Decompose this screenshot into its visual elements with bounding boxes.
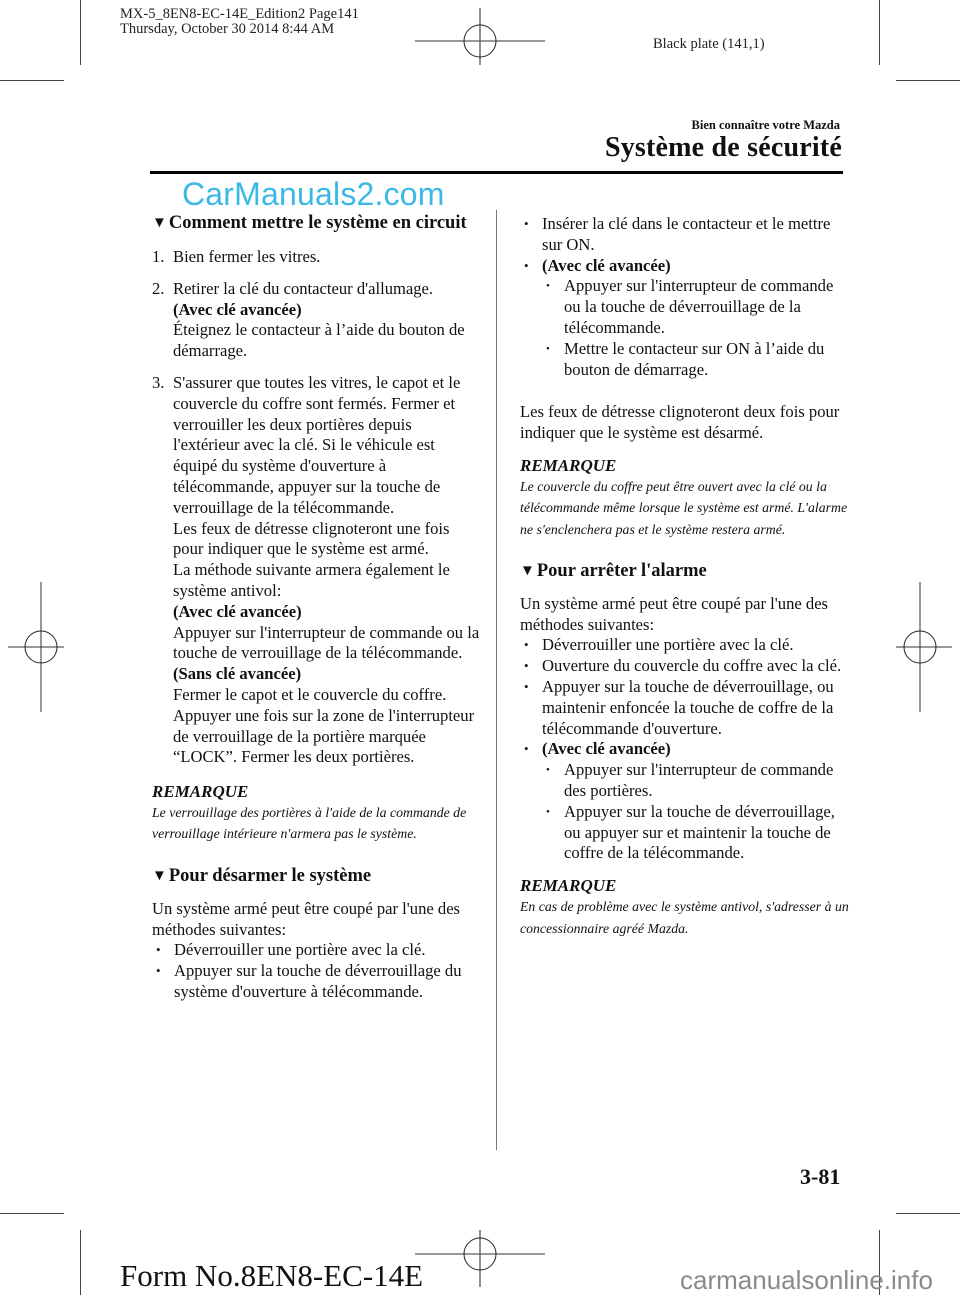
page-title: Système de sécurité (604, 132, 842, 163)
note-label: REMARQUE (152, 782, 249, 802)
sub-list-item (520, 276, 850, 338)
list-item-text: Ouverture du couvercle du coffre avec la clé. (542, 656, 842, 676)
crop-mark-br-h (896, 1213, 960, 1214)
note-text: Le verrouillage des portières à l'aide de la commande de verrouillage intérieure n'armera pas le système. (152, 805, 467, 842)
sub-bullet-icon: • (546, 280, 550, 293)
list-item-text: Déverrouiller une portière avec la clé. (174, 940, 426, 960)
step-number: 3. (152, 372, 165, 392)
triangle-down-icon: ▼ (152, 867, 167, 884)
step-text: Bien fermer les vitres. (173, 247, 321, 266)
left-column (152, 212, 482, 1003)
triangle-down-icon: ▼ (152, 215, 167, 231)
step-sublabel: (Avec clé avancée) (173, 299, 302, 319)
step-2 (152, 279, 482, 362)
list-item-text: Déverrouiller une portière avec la clé. (542, 635, 794, 655)
step-text: Retirer la clé du contacteur d'allumage. (173, 278, 434, 298)
bullet-icon: • (156, 963, 161, 979)
sub-bullet-icon: • (546, 342, 550, 355)
page-number: 3-81 (800, 1164, 841, 1189)
list-item (520, 656, 850, 677)
step-subtext: Éteignez le contacteur à l’aide du bouton de démarrage. (173, 320, 465, 361)
note-text: Le couvercle du coffre peut être ouvert avec la clé ou la télécommande même lorsque le système est armé. L'alarme ne s'enclenchera pas et le système restera armé. (520, 478, 848, 537)
section-intro: Un système armé peut être coupé par l'une des méthodes suivantes: (152, 898, 461, 939)
header-rule (150, 171, 843, 174)
step-text-b: Fermer le capot et le couvercle du coffre. Appuyer une fois sur la zone de l'interrupteur de verrouillage de la portière marquée “LOCK”. Fermer les deux portières. (173, 684, 475, 767)
bullet-icon: • (156, 942, 161, 958)
bullet-icon: • (524, 658, 529, 674)
form-number: Form No.8EN8-EC-14E (120, 1258, 424, 1293)
list-item-text: (Avec clé avancée) (542, 255, 671, 275)
chapter-title: Bien connaître votre Mazda (691, 118, 840, 132)
sub-bullet-icon: • (546, 805, 550, 818)
list-item-text: Appuyer sur la touche de déverrouillage du système d'ouverture à télécommande. (174, 961, 462, 1001)
bullet-icon: • (524, 637, 529, 653)
crop-mark-bl-v (80, 1230, 81, 1295)
print-slug (120, 7, 359, 37)
registration-mark-right-icon (894, 580, 954, 716)
list-item (152, 961, 482, 1003)
list-item (520, 214, 850, 256)
section-heading-disarm (152, 865, 482, 887)
bullet-icon: • (524, 257, 529, 273)
column-divider (496, 210, 497, 1150)
registration-mark-top-icon (414, 5, 546, 67)
crop-mark-bl-h (0, 1213, 64, 1214)
sub-list-item (520, 760, 850, 802)
sub-list-item-text: Appuyer sur la touche de déverrouillage, ou appuyer sur et maintenir la touche de coffre de la télécommande. (564, 801, 835, 863)
step-label-a: (Avec clé avancée) (173, 601, 302, 621)
disarm-result-text: Les feux de détresse clignoteront deux fois pour indiquer que le système est désarmé. (520, 402, 840, 443)
sub-list-item (520, 339, 850, 381)
sub-list-item-text: Mettre le contacteur sur ON à l’aide du bouton de démarrage. (564, 338, 825, 379)
sub-list-item-text: Appuyer sur l'interrupteur de commande des portières. (564, 760, 834, 801)
step-1 (152, 247, 482, 268)
step-label-b: (Sans clé avancée) (173, 664, 302, 684)
note-box (152, 782, 482, 845)
watermark-site-bottom[interactable]: carmanualsonline.info (680, 1265, 933, 1295)
list-item (520, 635, 850, 656)
list-item-text: Appuyer sur la touche de déverrouillage, ou maintenir enfoncée la touche de coffre de la télécommande d'ouverture. (542, 677, 834, 738)
step-3 (152, 373, 482, 768)
crop-mark-tr-h (896, 80, 960, 81)
list-item-text: Insérer la clé dans le contacteur et le mettre sur ON. (542, 214, 831, 254)
step-number: 1. (152, 247, 165, 266)
step-text: S'assurer que toutes les vitres, le capot et le couvercle du coffre sont fermés. Fermer et verrouiller les deux portières depuis l'extérieur avec la clé. Si le véhicule est équipé du système d'ouverture à télécommande, appuyer sur la touche de verrouillage de la télécommande. (173, 372, 461, 517)
step-text-2: Les feux de détresse clignoteront une fois pour indiquer que le système est armé. (173, 518, 450, 559)
registration-mark-bottom-icon (414, 1228, 546, 1290)
list-item (520, 739, 850, 760)
print-slug-line2: Thursday, October 30 2014 8:44 AM (120, 21, 335, 37)
section-heading-text: Comment mettre le système en circuit (168, 213, 467, 233)
note-box (520, 456, 850, 540)
section-heading-text: Pour désarmer le système (168, 865, 372, 886)
sub-bullet-icon: • (546, 764, 550, 777)
section-heading-stop-alarm (520, 560, 850, 582)
bullet-icon: • (524, 216, 529, 231)
step-text-a: Appuyer sur l'interrupteur de commande ou la touche de verrouillage de la télécommande. (173, 622, 480, 663)
section-heading-arm (152, 212, 482, 234)
step-text-3: La méthode suivante armera également le système antivol: (173, 560, 450, 600)
note-label: REMARQUE (520, 455, 617, 475)
watermark-logo-top[interactable]: CarManuals2.com (182, 176, 445, 212)
crop-mark-tl-h (0, 80, 64, 81)
section-heading-text: Pour arrêter l'alarme (536, 560, 707, 581)
crop-mark-tr-v (879, 0, 880, 65)
list-item (520, 256, 850, 277)
list-item-text: (Avec clé avancée) (542, 739, 671, 759)
registration-mark-left-icon (6, 580, 66, 716)
note-box (520, 876, 850, 939)
bullet-icon: • (524, 741, 529, 757)
sub-list-item-text: Appuyer sur l'interrupteur de commande ou la touche de déverrouillage de la télécommande. (564, 276, 834, 337)
list-item (152, 940, 482, 961)
section-intro: Un système armé peut être coupé par l'une des méthodes suivantes: (520, 593, 829, 634)
right-column (520, 214, 850, 939)
crop-mark-tl-v (80, 0, 81, 65)
step-number: 2. (152, 278, 165, 298)
bullet-icon: • (524, 679, 529, 695)
triangle-down-icon: ▼ (520, 562, 535, 579)
list-item (520, 677, 850, 739)
plate-label: Black plate (141,1) (653, 36, 765, 52)
sub-list-item (520, 802, 850, 864)
print-slug-line1: MX-5_8EN8-EC-14E_Edition2 Page141 (120, 6, 359, 22)
note-text: En cas de problème avec le système antivol, s'adresser à un concessionnaire agréé Mazda. (520, 899, 849, 936)
note-label: REMARQUE (520, 876, 617, 896)
